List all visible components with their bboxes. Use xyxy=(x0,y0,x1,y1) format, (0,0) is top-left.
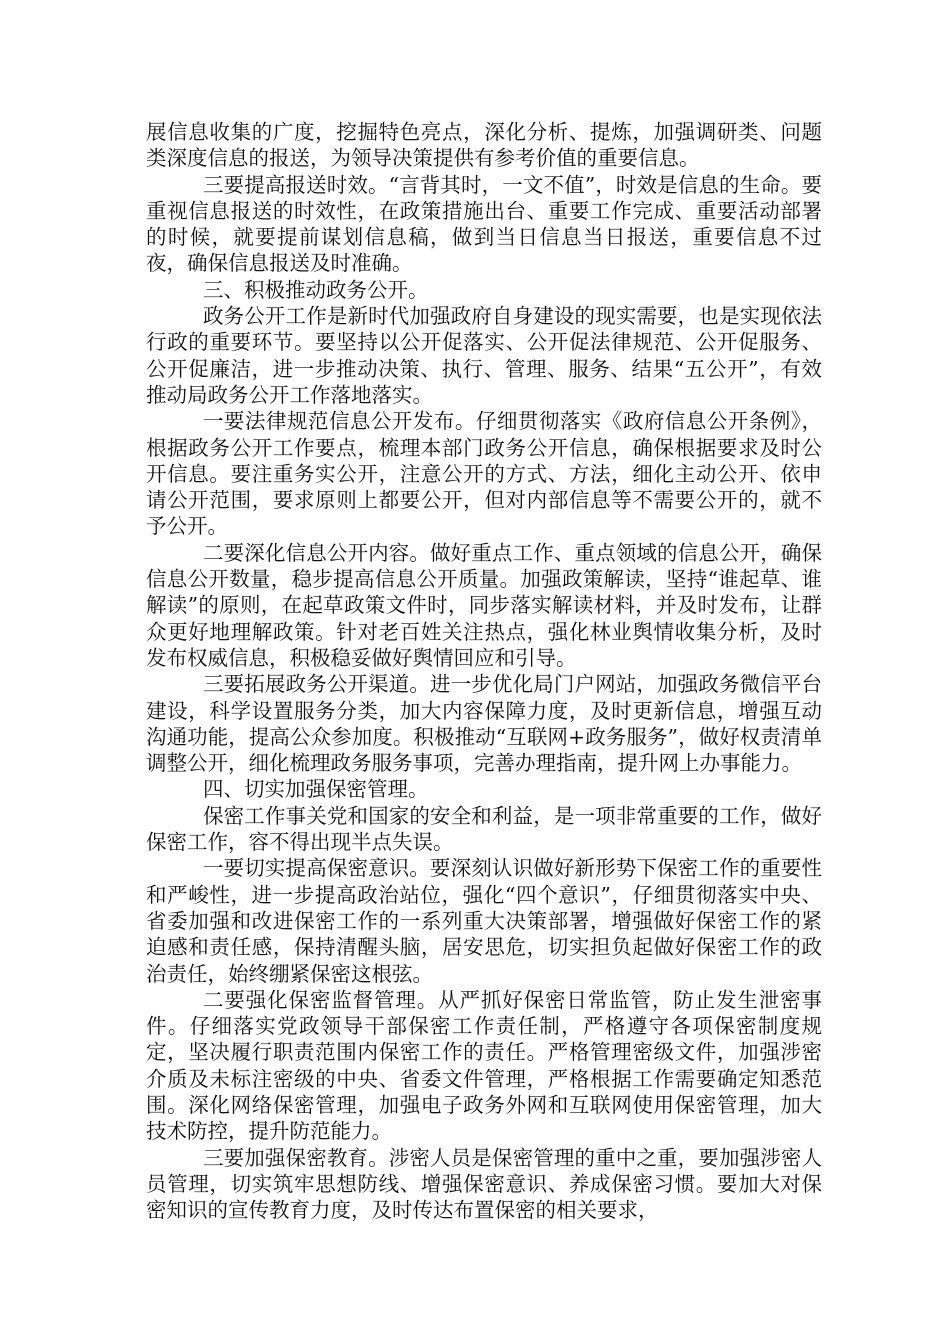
paragraph-timeliness: 三要提高报送时效。“言背其时，一文不值”，时效是信息的生命。要重视信息报送的时效性，在政策措施出台、重要工作完成、重要活动部署的时候，就要提前谋划信息稿，做到当日信息当日报送，重要信息不过夜，确保信息报送及时准确。 xyxy=(146,172,822,276)
section-heading-confidentiality: 四、切实加强保密管理。 xyxy=(203,777,429,802)
paragraph-confidentiality-intro: 保密工作事关党和国家的安全和利益，是一项非常重要的工作，做好保密工作，容不得出现半点失误。 xyxy=(146,803,822,855)
paragraph-continuation: 展信息收集的广度，挖掘特色亮点，深化分析、提炼，加强调研类、问题类深度信息的报送，为领导决策提供有参考价值的重要信息。 xyxy=(146,120,822,171)
paragraph-confidentiality-point-1: 一要切实提高保密意识。要深刻认识做好新形势下保密工作的重要性和严峻性，进一步提高政治站位，强化“四个意识”，仔细贯彻落实中央、省委加强和改进保密工作的一系列重大决策部署，增强做好保密工作的紧迫感和责任感，保持清醒头脑，居安思危，切实担负起做好保密工作的政治责任，始终绷紧保密这根弦。 xyxy=(146,856,822,986)
paragraph-confidentiality-point-2: 二要强化保密监督管理。从严抓好保密日常监管，防止发生泄密事件。仔细落实党政领导干部保密工作责任制，严格遵守各项保密制度规定，坚决履行职责范围内保密工作的责任。严格管理密级文件，加强涉密介质及未标注密级的中央、省委文件管理，严格根据工作需要确定知悉范围。深化网络保密管理，加强电子政务外网和互联网使用保密管理，加大技术防控，提升防范能力。 xyxy=(146,987,822,1144)
section-heading-gov-affairs-openness: 三、积极推动政务公开。 xyxy=(203,277,429,302)
paragraph-openness-point-2: 二要深化信息公开内容。做好重点工作、重点领域的信息公开，确保信息公开数量，稳步提高信息公开质量。加强政策解读，坚持“谁起草、谁解读”的原则，在起草政策文件时，同步落实解读材料，并及时发布，让群众更好地理解政策。针对老百姓关注热点，强化林业舆情收集分析，及时发布权威信息，积极稳妥做好舆情回应和引导。 xyxy=(146,540,822,670)
paragraph-openness-intro: 政务公开工作是新时代加强政府自身建设的现实需要，也是实现依法行政的重要环节。要坚持以公开促落实、公开促法律规范、公开促服务、公开促廉洁，进一步推动决策、执行、管理、服务、结果“五公开”，有效推动局政务公开工作落地落实。 xyxy=(146,304,822,407)
paragraph-confidentiality-point-3: 三要加强保密教育。涉密人员是保密管理的重中之重，要加强涉密人员管理，切实筑牢思想防线、增强保密意识、养成保密习惯。要加大对保密知识的宣传教育力度，及时传达布置保密的相关要求， xyxy=(146,1145,822,1223)
document-page xyxy=(146,119,822,1223)
paragraph-openness-point-1: 一要法律规范信息公开发布。仔细贯彻落实《政府信息公开条例》，根据政务公开工作要点，梳理本部门政务公开信息，确保根据要求及时公开信息。要注重务实公开，注意公开的方式、方法，细化主动公开、依申请公开范围，要求原则上都要公开，但对内部信息等不需要公开的，就不予公开。 xyxy=(146,409,822,539)
paragraph-openness-point-3: 三要拓展政务公开渠道。进一步优化局门户网站，加强政务微信平台建设，科学设置服务分类，加大内容保障力度，及时更新信息，增强互动沟通功能，提高公众参加度。积极推动“互联网+政务服务”，做好权责清单调整公开，细化梳理政务服务事项，完善办理指南，提升网上办事能力。 xyxy=(146,672,822,776)
